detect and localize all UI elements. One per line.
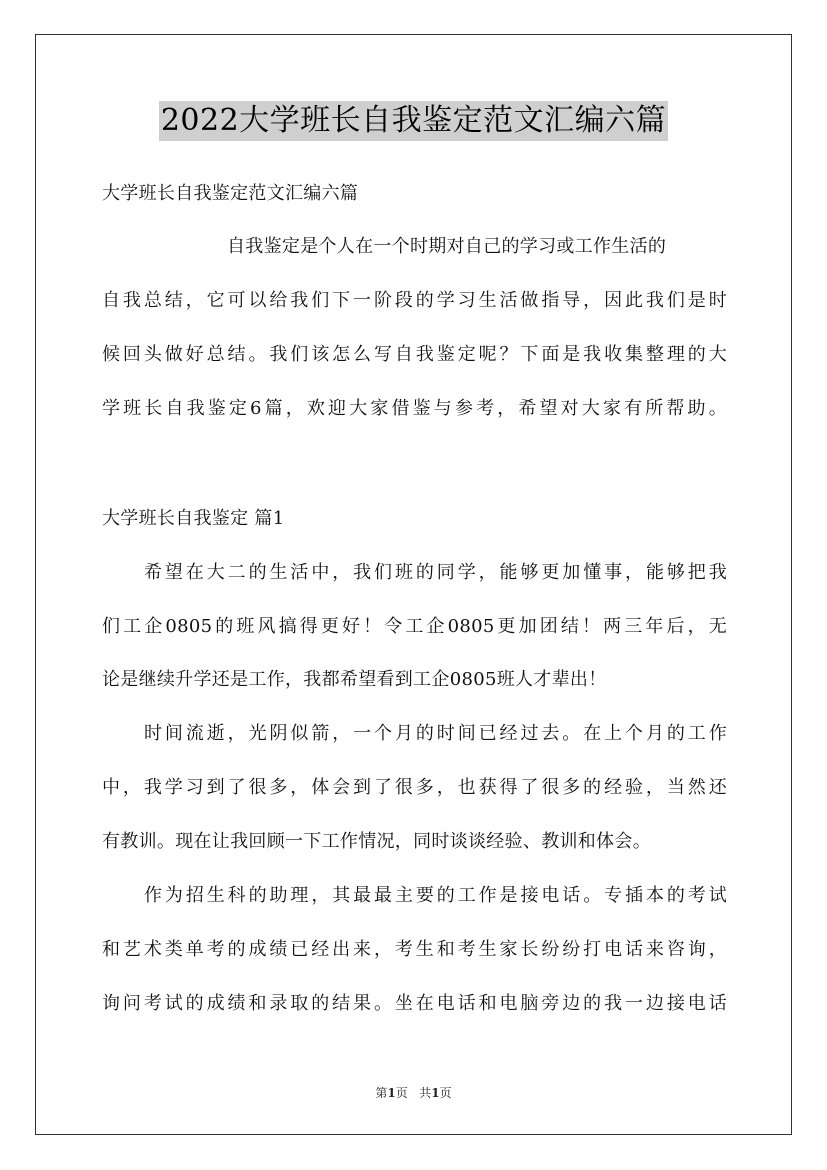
total-label-prefix: 共: [419, 1086, 432, 1100]
body-line: 论是继续升学还是工作，我都希望看到工企0805班人才辈出！: [102, 669, 607, 690]
page-label-prefix: 第: [375, 1086, 388, 1100]
title-container: [0, 101, 827, 141]
total-label-suffix: 页: [439, 1086, 452, 1100]
intro-line: 自我鉴定是个人在一个时期对自己的学习或工作生活的: [227, 236, 667, 257]
page-number: 1: [387, 1086, 396, 1100]
total-pages: 1: [431, 1086, 440, 1100]
body-line: 们工企0805的班风搞得更好！令工企0805更加团结！两三年后，无: [102, 616, 727, 637]
document-subtitle: 大学班长自我鉴定范文汇编六篇: [102, 183, 359, 204]
body-line: 和艺术类单考的成绩已经出来，考生和考生家长纷纷打电话来咨询，: [102, 939, 727, 960]
body-line: 有教训。现在让我回顾一下工作情况，同时谈谈经验、教训和体会。: [102, 831, 651, 852]
intro-line: 学班长自我鉴定6篇，欢迎大家借鉴与参考，希望对大家有所帮助。: [102, 398, 727, 419]
body-line: 询问考试的成绩和录取的结果。坐在电话和电脑旁边的我一边接电话: [102, 993, 727, 1014]
page-footer: [0, 1085, 827, 1101]
body-line: 作为招生科的助理，其最最主要的工作是接电话。专插本的考试: [144, 885, 727, 906]
section-heading: 大学班长自我鉴定 篇1: [102, 508, 285, 529]
page-label-suffix: 页: [395, 1086, 408, 1100]
body-line: 时间流逝，光阴似箭，一个月的时间已经过去。在上个月的工作: [144, 723, 727, 744]
intro-line: 候回头做好总结。我们该怎么写自我鉴定呢？下面是我收集整理的大: [102, 344, 727, 365]
body-line: 希望在大二的生活中，我们班的同学，能够更加懂事，能够把我: [144, 562, 727, 583]
intro-line: 自我总结，它可以给我们下一阶段的学习生活做指导，因此我们是时: [102, 290, 727, 311]
document-title: 2022大学班长自我鉴定范文汇编六篇: [159, 101, 668, 141]
body-line: 中，我学习到了很多，体会到了很多，也获得了很多的经验，当然还: [102, 777, 727, 798]
